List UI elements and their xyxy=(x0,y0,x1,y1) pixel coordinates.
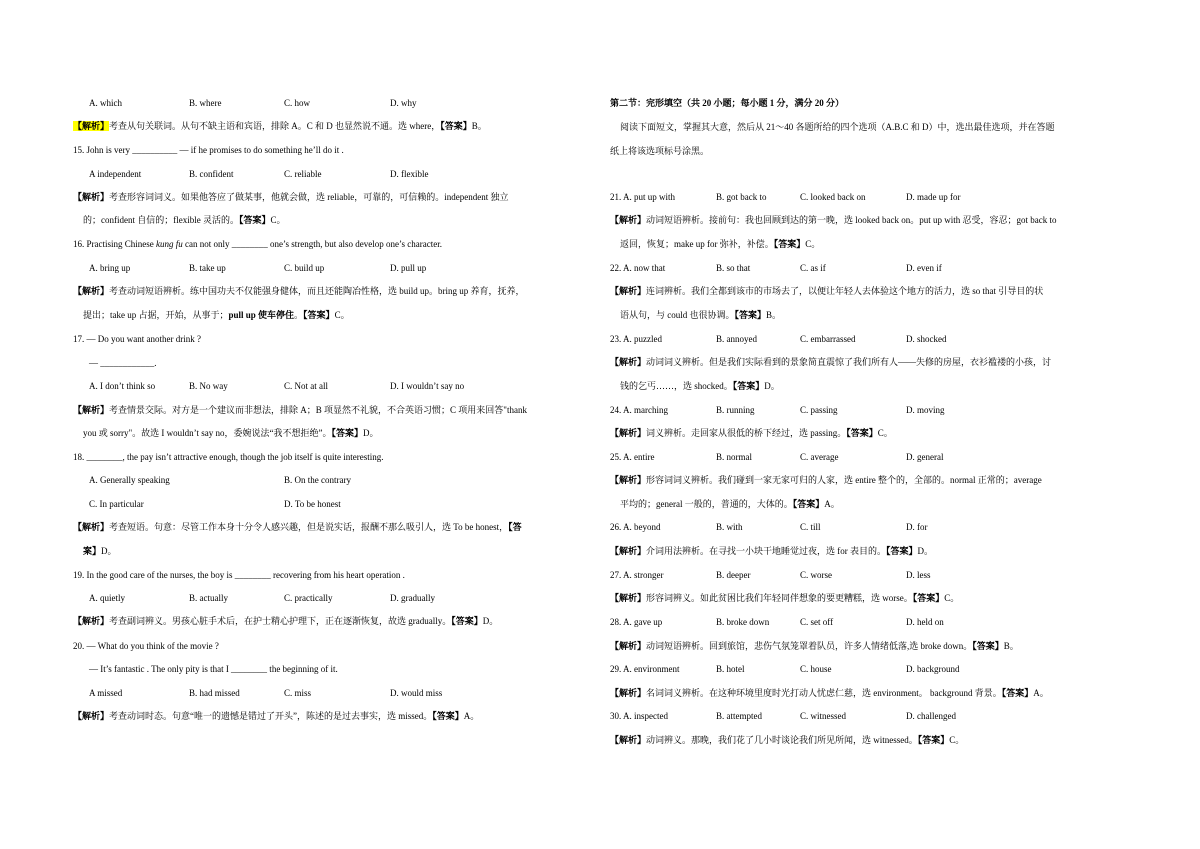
q22-analysis-line1 xyxy=(610,285,1043,297)
q27-option-c: C. worse xyxy=(800,570,832,580)
answer-tag: 【答案】 xyxy=(734,310,767,320)
q17-reply: — ____________. xyxy=(89,358,157,368)
q21-analysis-line2 xyxy=(620,238,820,250)
q19-stem: 19. In the good care of the nurses, the boy is ________ recovering from his heart operation . xyxy=(73,570,405,580)
analysis-tag: 【解析】 xyxy=(610,641,647,651)
analysis-tag: 【解析】 xyxy=(610,688,647,698)
q16-analysis-line2 xyxy=(83,309,350,321)
q29-option-c: C. house xyxy=(800,664,832,674)
q19-analysis xyxy=(73,615,498,627)
q20-reply: — It’s fantastic . The only pity is that I ________ the beginning of it. xyxy=(89,664,338,674)
q24-option-a: 24. A. marching xyxy=(610,405,668,415)
q29-option-b: B. hotel xyxy=(716,664,745,674)
q14-option-d: D. why xyxy=(390,98,417,108)
answer-tag: 【答案】 xyxy=(886,546,918,556)
analysis-tag: 【解析】 xyxy=(610,215,647,225)
answer-value: B。 xyxy=(471,121,487,131)
q17-option-a: A. I don’t think so xyxy=(89,381,156,391)
q16-analysis-line1 xyxy=(73,285,525,297)
analysis-text: 提出；take up 占据，开始，从事于； xyxy=(83,310,229,320)
analysis-tag: 【解析】 xyxy=(610,546,647,556)
q26-option-a: 26. A. beyond xyxy=(610,522,661,532)
q25-option-d: D. general xyxy=(906,452,944,462)
answer-tag: 【答案】 xyxy=(238,215,271,225)
analysis-tag: 【解析】 xyxy=(73,616,110,626)
q30-option-b: B. attempted xyxy=(716,711,762,721)
answer-value: A。 xyxy=(463,711,480,721)
q17-stem: 17. — Do you want another drink ? xyxy=(73,334,201,344)
q16-option-a: A. bring up xyxy=(89,263,131,273)
q22-option-b: B. so that xyxy=(716,263,751,273)
analysis-text: 连词辨析。我们全都到该市的市场去了，以便让年轻人去体验这个地方的活力，选 so that 引导目的状 xyxy=(646,286,1044,296)
q29-option-a: 29. A. environment xyxy=(610,664,680,674)
q25-option-b: B. normal xyxy=(716,452,752,462)
q22-analysis-line2 xyxy=(620,309,781,321)
q19-option-b: B. actually xyxy=(189,593,228,603)
answer-tag: 【答案】 xyxy=(773,239,806,249)
q26-option-c: C. till xyxy=(800,522,821,532)
analysis-tag: 【解析】 xyxy=(73,522,110,532)
q20-analysis xyxy=(73,710,479,722)
analysis-tag: 【解析】 xyxy=(610,286,647,296)
answer-value: A。 xyxy=(824,499,840,509)
answer-tag: 【答 xyxy=(508,522,522,532)
q26-analysis-line1 xyxy=(610,545,933,557)
answer-value: C。 xyxy=(877,428,893,438)
analysis-text: 动词词义辨析。但是我们实际看到的景象简直震惊了我们所有人——失修的房屋，衣衫褴褛的小孩，讨 xyxy=(646,357,1052,367)
q16-stem xyxy=(73,238,442,250)
answer-value: C。 xyxy=(270,215,286,225)
analysis-tag: 【解析】 xyxy=(610,475,647,485)
q22-option-a: 22. A. now that xyxy=(610,263,666,273)
q16-option-b: B. take up xyxy=(189,263,226,273)
analysis-bold: pull up 使车停住 xyxy=(228,310,295,320)
analysis-text: 动词短语辨析。回到旅馆，悲伤气氛笼罩着队员，许多人情绪低落,选 broke down。 xyxy=(646,641,973,651)
analysis-text: 形容词辨义。如此贫困比我们年轻同伴想象的要更糟糕，选 worse。 xyxy=(646,593,913,603)
q17-analysis-line1 xyxy=(73,404,527,416)
q25-analysis-line1 xyxy=(610,474,1042,486)
q22-option-d: D. even if xyxy=(906,263,942,273)
q14-option-c: C. how xyxy=(284,98,311,108)
answer-value: C。 xyxy=(805,239,821,249)
q26-option-b: B. with xyxy=(716,522,743,532)
answer-value: D。 xyxy=(101,546,117,556)
analysis-tag: 【解析】 xyxy=(73,711,110,721)
q18-stem: 18. ________, the pay isn’t attractive enough, though the job itself is quite interesting. xyxy=(73,452,384,462)
analysis-text: 词义辨析。走回家从很低的桥下经过，选 passing。 xyxy=(646,428,847,438)
q28-option-a: 28. A. gave up xyxy=(610,617,663,627)
answer-value: C。 xyxy=(949,735,965,745)
analysis-text: 考查从句关联词。从句不缺主语和宾语，排除 A。C 和 D 也显然说不通。选 where， xyxy=(109,121,441,131)
analysis-text: you 或 sorry"。故选 I wouldn’t say no，委婉说法“我不想拒绝”。 xyxy=(83,428,332,438)
answer-tag: 【答案】 xyxy=(912,593,945,603)
answer-tag: 【答案】 xyxy=(440,121,472,131)
q15-option-d: D. flexible xyxy=(390,169,429,179)
answer-tag: 【答案】 xyxy=(732,381,765,391)
analysis-text: 考查动词短语辨析。练中国功夫不仅能强身健体，而且还能陶冶性格，选 build up。bring up 养育，抚养， xyxy=(109,286,525,296)
q24-option-d: D. moving xyxy=(906,405,945,415)
q15-option-a: A independent xyxy=(89,169,142,179)
analysis-tag: 【解析】 xyxy=(610,593,647,603)
q23-option-d: D. shocked xyxy=(906,334,947,344)
analysis-tag: 【解析】 xyxy=(610,735,647,745)
analysis-text: 形容词词义辨析。我们碰到一家无家可归的人家，选 entire 整个的，全部的。normal 正常的；average xyxy=(646,475,1042,485)
stem-italic: kung fu xyxy=(156,239,183,249)
analysis-text: 返回，恢复；make up for 弥补，补偿。 xyxy=(620,239,774,249)
q16-option-c: C. build up xyxy=(284,263,325,273)
analysis-text: 名词词义辨析。在这种环境里度时光打动人忧虑仁慈，选 environment。 background 背景。 xyxy=(646,688,1002,698)
analysis-text: 考查短语。句意：尽管工作本身十分令人感兴趣，但是说实话，报酬不那么吸引人，选 To be honest， xyxy=(109,522,509,532)
q23-option-a: 23. A. puzzled xyxy=(610,334,662,344)
analysis-text: 介词用法辨析。在寻找一小块干地睡觉过夜，选 for 表目的。 xyxy=(646,546,887,556)
q23-analysis-line2 xyxy=(620,380,780,392)
q21-option-b: B. got back to xyxy=(716,192,767,202)
q17-analysis-line2 xyxy=(83,427,379,439)
q20-option-a: A missed xyxy=(89,688,123,698)
q18-option-d: D. To be honest xyxy=(284,499,341,509)
analysis-text: 。 xyxy=(294,310,304,320)
q25-option-a: 25. A. entire xyxy=(610,452,655,462)
q15-option-b: B. confident xyxy=(189,169,234,179)
q24-option-b: B. running xyxy=(716,405,755,415)
q28-option-b: B. broke down xyxy=(716,617,770,627)
analysis-tag: 【解析】 xyxy=(73,121,110,131)
section-title: 第二节：完形填空（共 20 小题；每小题 1 分，满分 20 分） xyxy=(610,98,845,108)
q27-option-b: B. deeper xyxy=(716,570,751,580)
analysis-tag: 【解析】 xyxy=(610,357,647,367)
analysis-text: 考查动词时态。句意“唯一的遗憾是错过了开头”，陈述的是过去事实，选 missed。 xyxy=(109,711,433,721)
q20-option-c: C. miss xyxy=(284,688,312,698)
answer-value: B。 xyxy=(1003,641,1019,651)
q21-analysis-line1 xyxy=(610,214,1057,226)
analysis-text: 考查副词辨义。男孩心脏手术后，在护士精心护理下，正在逐渐恢复，故选 gradually。 xyxy=(109,616,452,626)
q28-option-d: D. held on xyxy=(906,617,944,627)
q19-option-a: A. quietly xyxy=(89,593,125,603)
q20-option-d: D. would miss xyxy=(390,688,443,698)
analysis-tag: 【解析】 xyxy=(610,428,647,438)
analysis-text: 的；confident 自信的；flexible 灵活的。 xyxy=(83,215,239,225)
q29-analysis-line1 xyxy=(610,687,1049,699)
q18-option-a: A. Generally speaking xyxy=(89,475,170,485)
q18-option-b: B. On the contrary xyxy=(284,475,351,485)
analysis-text: 语从句，与 could 也很协调。 xyxy=(620,310,735,320)
answer-tag: 【答案】 xyxy=(331,428,364,438)
q20-stem: 20. — What do you think of the movie ? xyxy=(73,641,219,651)
analysis-text: 平均的；general 一般的，普通的，大体的。 xyxy=(620,499,793,509)
analysis-text: 钱的乞丐……，选 shocked。 xyxy=(620,381,733,391)
answer-tag: 案】 xyxy=(83,546,102,556)
answer-tag: 【答案】 xyxy=(972,641,1004,651)
q15-analysis-line2 xyxy=(83,214,286,226)
q25-option-c: C. average xyxy=(800,452,839,462)
q17-option-c: C. Not at all xyxy=(284,381,328,391)
analysis-tag: 【解析】 xyxy=(73,286,110,296)
answer-value: C。 xyxy=(334,310,350,320)
q19-option-d: D. gradually xyxy=(390,593,435,603)
q23-option-b: B. annoyed xyxy=(716,334,757,344)
q14-analysis xyxy=(73,120,487,132)
answer-tag: 【答案】 xyxy=(451,616,483,626)
q14-option-b: B. where xyxy=(189,98,222,108)
q17-option-d: D. I wouldn’t say no xyxy=(390,381,465,391)
q24-analysis-line1 xyxy=(610,427,893,439)
instructions-line2: 纸上将该选项标号涂黑。 xyxy=(610,146,710,156)
answer-tag: 【答案】 xyxy=(1001,688,1034,698)
answer-value: D。 xyxy=(363,428,379,438)
q16-option-d: D. pull up xyxy=(390,263,427,273)
answer-tag: 【答案】 xyxy=(792,499,825,509)
stem-text: 16. Practising Chinese xyxy=(73,239,156,249)
answer-tag: 【答案】 xyxy=(303,310,335,320)
q21-option-a: 21. A. put up with xyxy=(610,192,676,202)
q28-analysis-line1 xyxy=(610,640,1019,652)
q27-option-d: D. less xyxy=(906,570,931,580)
answer-value: A。 xyxy=(1033,688,1049,698)
answer-tag: 【答案】 xyxy=(846,428,878,438)
answer-value: D。 xyxy=(764,381,780,391)
q18-analysis-line1 xyxy=(73,521,522,533)
answer-value: D。 xyxy=(917,546,934,556)
q30-option-d: D. challenged xyxy=(906,711,956,721)
q29-option-d: D. background xyxy=(906,664,960,674)
stem-text: can not only ________ one’s strength, but also develop one’s character. xyxy=(182,239,442,249)
analysis-tag: 【解析】 xyxy=(73,192,110,202)
q15-stem: 15. John is very __________ — if he promises to do something he’ll do it . xyxy=(73,145,344,155)
q18-option-c: C. In particular xyxy=(89,499,144,509)
analysis-tag: 【解析】 xyxy=(73,405,110,415)
answer-value: C。 xyxy=(944,593,960,603)
q19-option-c: C. practically xyxy=(284,593,333,603)
q30-option-c: C. witnessed xyxy=(800,711,846,721)
q24-option-c: C. passing xyxy=(800,405,838,415)
analysis-text: 考查情景交际。对方是一个建议而非想法，排除 A；B 项显然不礼貌，不合英语习惯；C 项用来回答"thank xyxy=(109,405,527,415)
answer-value: B。 xyxy=(766,310,782,320)
answer-tag: 【答案】 xyxy=(917,735,950,745)
instructions-line1: 阅读下面短文，掌握其大意，然后从 21～40 各题所给的四个选项（A.B.C 和 D）中，选出最佳选项，并在答题 xyxy=(620,122,1055,132)
analysis-text: 考查形容词词义。如果他答应了做某事，他就会做，选 reliable，可靠的，可信赖的。independent 独立 xyxy=(109,192,509,202)
q30-option-a: 30. A. inspected xyxy=(610,711,668,721)
q23-analysis-line1 xyxy=(610,356,1051,368)
q23-option-c: C. embarrassed xyxy=(800,334,856,344)
q30-analysis-line1 xyxy=(610,734,964,746)
q21-option-c: C. looked back on xyxy=(800,192,866,202)
q14-option-a: A. which xyxy=(89,98,122,108)
q26-option-d: D. for xyxy=(906,522,928,532)
q27-analysis-line1 xyxy=(610,592,959,604)
answer-tag: 【答案】 xyxy=(432,711,464,721)
q17-option-b: B. No way xyxy=(189,381,228,391)
q27-option-a: 27. A. stronger xyxy=(610,570,664,580)
q22-option-c: C. as if xyxy=(800,263,826,273)
q15-option-c: C. reliable xyxy=(284,169,322,179)
q20-option-b: B. had missed xyxy=(189,688,240,698)
q28-option-c: C. set off xyxy=(800,617,834,627)
analysis-text: 动词辨义。那晚，我们花了几小时谈论我们所见所闻，选 witnessed。 xyxy=(646,735,918,745)
q18-analysis-line2 xyxy=(83,545,117,557)
q21-option-d: D. made up for xyxy=(906,192,961,202)
q25-analysis-line2 xyxy=(620,498,840,510)
q15-analysis-line1 xyxy=(73,191,509,203)
analysis-text: 动词短语辨析。接前句：我也回顾到达的第一晚，选 looked back on。put up with 忍受，容忍；got back to xyxy=(646,215,1057,225)
answer-value: D。 xyxy=(482,616,499,626)
